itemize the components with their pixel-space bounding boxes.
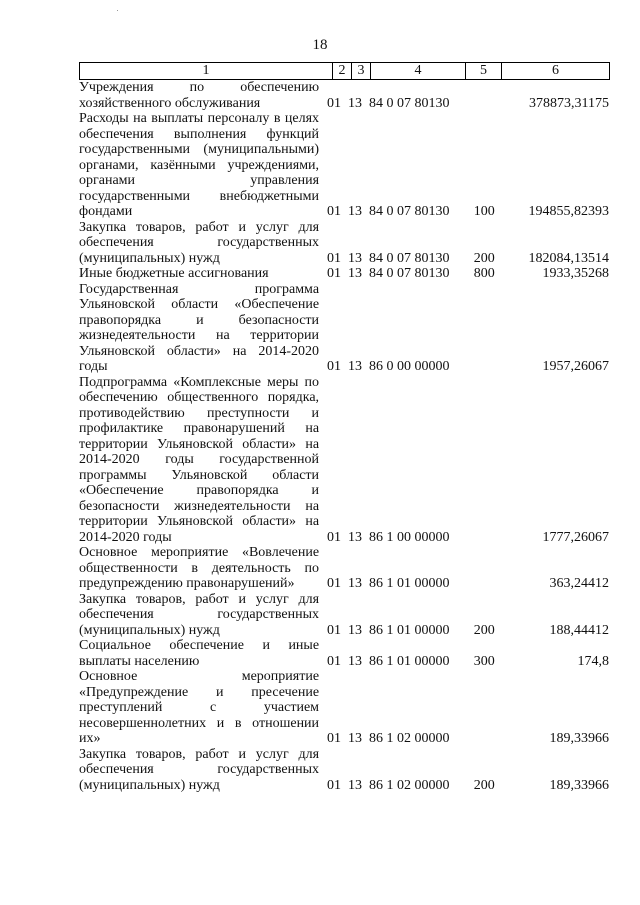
page-number: 18 xyxy=(312,37,328,53)
column-header-2: 2 xyxy=(333,63,352,80)
row-amount: 363,24412 xyxy=(549,576,609,591)
row-target-article-code: 84 0 07 80130 xyxy=(368,95,450,111)
table-row xyxy=(79,220,609,267)
row-description: Социальное обеспечение и иные выплаты населению xyxy=(79,638,320,669)
row-subsection-code: 13 xyxy=(348,266,362,281)
row-target-article-code: 86 1 00 00000 xyxy=(368,529,450,545)
row-target-article-code: 86 1 01 00000 xyxy=(368,622,450,638)
row-description: Учреждения по обеспечению хозяйственного обслуживания xyxy=(79,80,320,111)
row-subsection-code: 13 xyxy=(348,529,362,545)
row-amount: 378873,31175 xyxy=(529,95,609,111)
table-row xyxy=(79,592,609,639)
row-target-article-code: 86 0 00 00000 xyxy=(368,359,450,374)
table-row xyxy=(79,747,609,794)
row-subsection-code: 13 xyxy=(348,731,362,746)
budget-table-body xyxy=(79,80,609,793)
row-amount: 189,33966 xyxy=(549,731,609,746)
row-target-article-code: 84 0 07 80130 xyxy=(368,250,450,266)
row-amount: 174,8 xyxy=(577,653,609,669)
row-section-code: 01 xyxy=(327,529,342,545)
table-row xyxy=(79,375,609,546)
row-description: Иные бюджетные ассигнования xyxy=(79,266,269,281)
column-header-6: 6 xyxy=(502,63,610,80)
row-subsection-code: 13 xyxy=(348,777,362,793)
row-amount: 188,44412 xyxy=(549,622,609,638)
table-row xyxy=(79,80,609,111)
scan-mark xyxy=(117,10,118,11)
row-section-code: 01 xyxy=(327,777,342,793)
table-row xyxy=(79,638,609,669)
row-description: Закупка товаров, работ и услуг для обеспечения государственных (муниципальных) нужд xyxy=(79,746,320,793)
row-amount: 1933,35268 xyxy=(542,266,609,281)
row-subsection-code: 13 xyxy=(348,359,362,374)
row-expense-type-code: 300 xyxy=(473,653,495,669)
column-header-5: 5 xyxy=(466,63,502,80)
column-header-4: 4 xyxy=(371,63,466,80)
row-subsection-code: 13 xyxy=(348,576,362,591)
table-row xyxy=(79,266,609,282)
row-section-code: 01 xyxy=(327,95,342,111)
row-target-article-code: 86 1 02 00000 xyxy=(368,777,450,793)
row-section-code: 01 xyxy=(327,576,342,591)
row-amount: 194855,82393 xyxy=(528,204,609,219)
row-section-code: 01 xyxy=(327,250,342,266)
column-header-3: 3 xyxy=(352,63,371,80)
row-subsection-code: 13 xyxy=(348,95,362,111)
row-target-article-code: 84 0 07 80130 xyxy=(368,204,450,219)
row-subsection-code: 13 xyxy=(348,622,362,638)
row-description: Закупка товаров, работ и услуг для обеспечения государственных (муниципальных) нужд xyxy=(79,591,320,638)
row-section-code: 01 xyxy=(327,204,342,219)
row-description: Расходы на выплаты персоналу в целях обеспечения выполнения функций государственными (муниципальными) органами, казёнными учреждениями, органами управления государственными внебюджетными фондами xyxy=(79,111,320,219)
table-row xyxy=(79,282,609,375)
row-amount: 189,33966 xyxy=(549,777,609,793)
row-target-article-code: 86 1 01 00000 xyxy=(368,653,450,669)
row-section-code: 01 xyxy=(327,731,342,746)
row-description: Подпрограмма «Комплексные меры по обеспечению общественного порядка, противодействию преступности и профилактике правонарушений на территории Ульяновской области» на 2014-2020 годы государственной программы Ульяновской области «Обеспечение правопорядка и безопасности жизнедеятельности на территории Ульяновской области» на 2014-2020 годы xyxy=(79,374,320,545)
table-row xyxy=(79,669,609,747)
table-row xyxy=(79,111,609,220)
row-section-code: 01 xyxy=(327,359,342,374)
row-section-code: 01 xyxy=(327,622,342,638)
row-expense-type-code: 200 xyxy=(473,622,495,638)
column-header-row xyxy=(79,62,610,80)
row-description: Государственная программа Ульяновской области «Обеспечение правопорядка и безопасности жизнедеятельности на территории Ульяновской области» на 2014-2020 годы xyxy=(79,281,320,374)
table-row xyxy=(79,545,609,592)
row-expense-type-code: 200 xyxy=(473,777,495,793)
row-amount: 1777,26067 xyxy=(542,529,609,545)
row-section-code: 01 xyxy=(327,653,342,669)
row-target-article-code: 86 1 02 00000 xyxy=(368,731,450,746)
row-subsection-code: 13 xyxy=(348,204,362,219)
row-description: Основное мероприятие «Предупреждение и пресечение преступлений с участием несовершеннолетних и в отношении их» xyxy=(79,669,320,746)
row-description: Закупка товаров, работ и услуг для обеспечения государственных (муниципальных) нужд xyxy=(79,219,320,266)
row-amount: 1957,26067 xyxy=(542,359,609,374)
row-subsection-code: 13 xyxy=(348,250,362,266)
row-expense-type-code: 800 xyxy=(473,266,495,281)
column-header-1: 1 xyxy=(80,63,333,80)
row-subsection-code: 13 xyxy=(348,653,362,669)
row-expense-type-code: 200 xyxy=(473,250,495,266)
row-target-article-code: 84 0 07 80130 xyxy=(368,266,450,281)
row-expense-type-code: 100 xyxy=(473,204,495,219)
row-target-article-code: 86 1 01 00000 xyxy=(368,576,450,591)
row-amount: 182084,13514 xyxy=(528,250,609,266)
row-description: Основное мероприятие «Вовлечение общественности в деятельность по предупреждению правонарушений» xyxy=(79,545,320,591)
row-section-code: 01 xyxy=(327,266,342,281)
